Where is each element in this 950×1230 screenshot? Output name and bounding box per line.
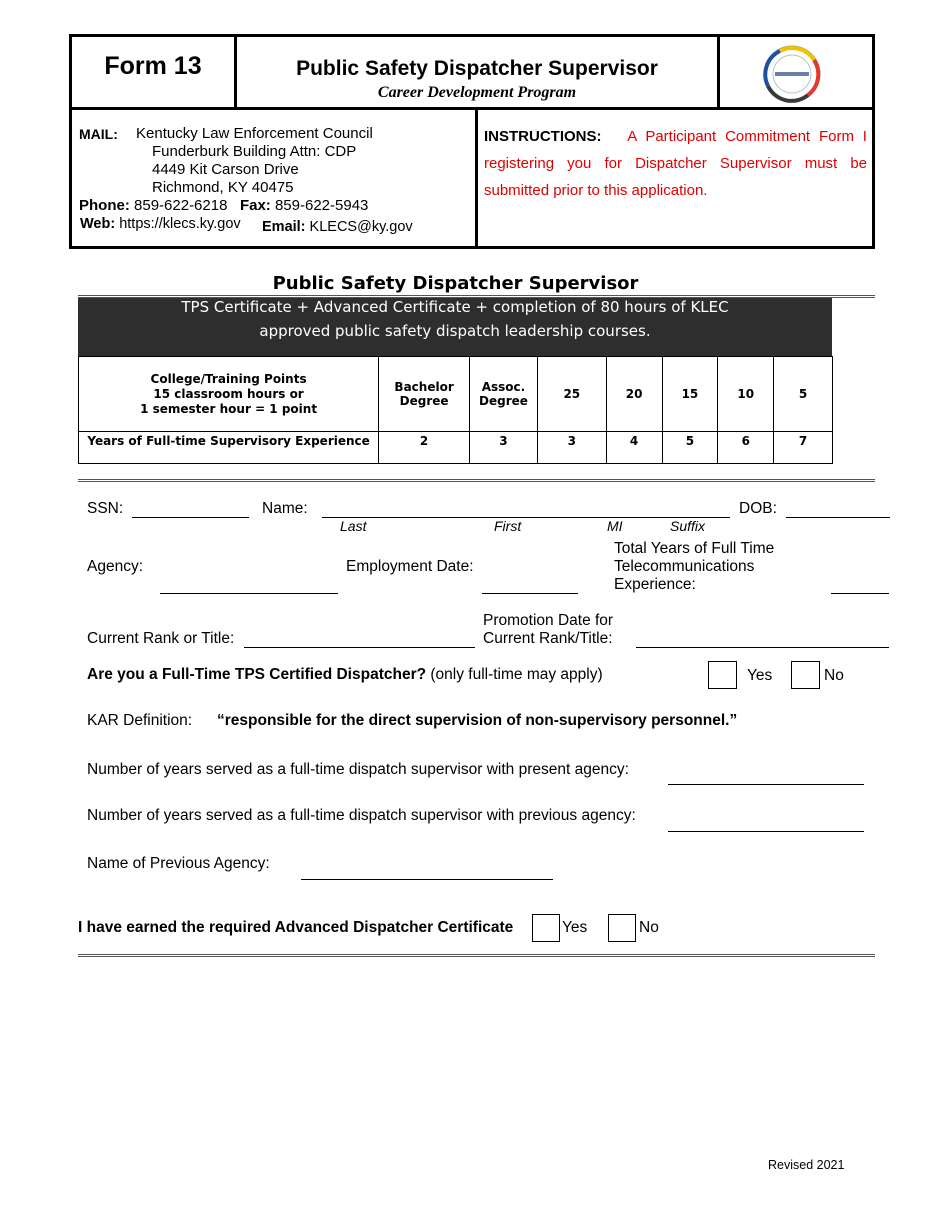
table-cell: Assoc. Degree bbox=[470, 357, 538, 432]
name-sub-last: Last bbox=[340, 518, 367, 534]
table-cell: 10 bbox=[718, 357, 774, 432]
prev-agency-field[interactable] bbox=[301, 879, 553, 880]
table-cell: 5 bbox=[662, 432, 718, 464]
divider-rule bbox=[78, 954, 875, 957]
requirements-title: Public Safety Dispatcher Supervisor bbox=[272, 273, 639, 294]
table-cell: 5 bbox=[774, 357, 833, 432]
divider-rule bbox=[78, 479, 875, 482]
years-previous-label: Number of years served as a full-time dispatch supervisor with previous agency: bbox=[87, 807, 636, 824]
table-cell: 4 bbox=[606, 432, 662, 464]
table-cell: 3 bbox=[537, 432, 606, 464]
mail-line: Richmond, KY 40475 bbox=[152, 179, 294, 196]
years-present-label: Number of years served as a full-time dispatch supervisor with present agency: bbox=[87, 761, 629, 778]
name-field[interactable] bbox=[322, 517, 730, 518]
tps-no-label: No bbox=[824, 667, 844, 684]
tps-question-note: (only full-time may apply) bbox=[430, 666, 603, 683]
name-label: Name: bbox=[262, 500, 308, 517]
career-development-program-seal-icon bbox=[756, 44, 828, 109]
table-header-line: College/Training Points bbox=[150, 371, 307, 386]
advanced-cert-label: I have earned the required Advanced Dispatcher Certificate bbox=[78, 919, 514, 936]
instructions-label: INSTRUCTIONS: bbox=[484, 128, 602, 145]
rank-field[interactable] bbox=[244, 647, 475, 648]
form-subtitle: Career Development Program bbox=[377, 84, 577, 101]
email-address: KLECS@ky.gov bbox=[309, 219, 413, 235]
tps-yes-checkbox[interactable] bbox=[708, 661, 737, 689]
tps-question-text: Are you a Full-Time TPS Certified Dispatcher? bbox=[87, 666, 427, 683]
table-row-header: Years of Full-time Supervisory Experience bbox=[79, 432, 379, 464]
mail-label: MAIL: bbox=[79, 126, 118, 142]
table-cell: 3 bbox=[470, 432, 538, 464]
advanced-cert-no-label: No bbox=[639, 919, 659, 936]
instructions bbox=[484, 123, 867, 204]
prev-agency-label: Name of Previous Agency: bbox=[87, 855, 270, 872]
requirements-band-line: TPS Certificate + Advanced Certificate + completion of 80 hours of KLEC bbox=[181, 298, 729, 316]
requirements-table bbox=[78, 356, 833, 464]
tps-question bbox=[87, 666, 603, 684]
total-years-field[interactable] bbox=[831, 593, 889, 594]
agency-label: Agency: bbox=[87, 558, 144, 575]
phone-number: 859-622-6218 bbox=[134, 197, 228, 214]
table-row bbox=[79, 357, 833, 432]
header-divider bbox=[475, 109, 478, 249]
fax-label: Fax: bbox=[239, 197, 271, 214]
header-divider bbox=[72, 107, 872, 110]
form-header bbox=[69, 34, 875, 249]
promotion-label-line: Current Rank/Title: bbox=[483, 630, 613, 647]
advanced-cert-no-checkbox[interactable] bbox=[608, 914, 636, 942]
requirements-band-line: approved public safety dispatch leadership courses. bbox=[259, 322, 651, 340]
ssn-label: SSN: bbox=[87, 500, 124, 517]
requirements-band bbox=[78, 298, 832, 356]
revised-date: Revised 2021 bbox=[768, 1158, 845, 1172]
instructions-text: A Participant Commitment Form I registering you for Dispatcher Supervisor must be submitted prior to this application. bbox=[484, 128, 867, 199]
table-header-line: 15 classroom hours or bbox=[153, 386, 304, 401]
email-label: Email: bbox=[262, 219, 306, 235]
name-sub-mi: MI bbox=[607, 518, 623, 534]
mail-line: 4449 Kit Carson Drive bbox=[152, 161, 299, 178]
rank-label: Current Rank or Title: bbox=[87, 630, 235, 647]
table-cell: 7 bbox=[774, 432, 833, 464]
tps-yes-label: Yes bbox=[747, 667, 773, 684]
dob-field[interactable] bbox=[786, 517, 890, 518]
dob-label: DOB: bbox=[739, 500, 777, 517]
ssn-field[interactable] bbox=[132, 517, 249, 518]
promotion-label-line: Promotion Date for bbox=[483, 612, 614, 629]
form-title: Public Safety Dispatcher Supervisor bbox=[296, 57, 658, 80]
advanced-cert-yes-checkbox[interactable] bbox=[532, 914, 560, 942]
table-cell: Bachelor Degree bbox=[379, 357, 470, 432]
phone-label: Phone: bbox=[79, 197, 130, 214]
tps-no-checkbox[interactable] bbox=[791, 661, 820, 689]
years-previous-field[interactable] bbox=[668, 831, 864, 832]
form-number: Form 13 bbox=[104, 52, 202, 80]
table-row-header bbox=[79, 357, 379, 432]
total-years-label: Total Years of Full Time Telecommunications Experience: bbox=[614, 540, 775, 593]
kar-definition: “responsible for the direct supervision of non-supervisory personnel.” bbox=[217, 712, 738, 729]
agency-field[interactable] bbox=[160, 593, 338, 594]
header-divider bbox=[717, 37, 720, 108]
web-address: https://klecs.ky.gov bbox=[119, 216, 241, 232]
employment-date-field[interactable] bbox=[482, 593, 578, 594]
kar-label: KAR Definition: bbox=[87, 712, 193, 729]
table-header-line: 1 semester hour = 1 point bbox=[140, 401, 318, 416]
mail-line: Kentucky Law Enforcement Council bbox=[136, 125, 373, 142]
name-sub-first: First bbox=[494, 518, 522, 534]
years-present-field[interactable] bbox=[668, 784, 864, 785]
table-cell: 2 bbox=[379, 432, 470, 464]
promotion-date-field[interactable] bbox=[636, 647, 889, 648]
web-label: Web: bbox=[80, 216, 116, 232]
table-row bbox=[79, 432, 833, 464]
mail-line: Funderburk Building Attn: CDP bbox=[152, 143, 357, 160]
name-sub-suffix: Suffix bbox=[670, 518, 706, 534]
fax-number: 859-622-5943 bbox=[274, 197, 369, 214]
table-cell: 20 bbox=[606, 357, 662, 432]
table-cell: 15 bbox=[662, 357, 718, 432]
table-cell: 6 bbox=[718, 432, 774, 464]
advanced-cert-yes-label: Yes bbox=[562, 919, 588, 936]
employment-date-label: Employment Date: bbox=[346, 558, 474, 575]
promotion-label bbox=[483, 612, 613, 648]
table-cell: 25 bbox=[537, 357, 606, 432]
